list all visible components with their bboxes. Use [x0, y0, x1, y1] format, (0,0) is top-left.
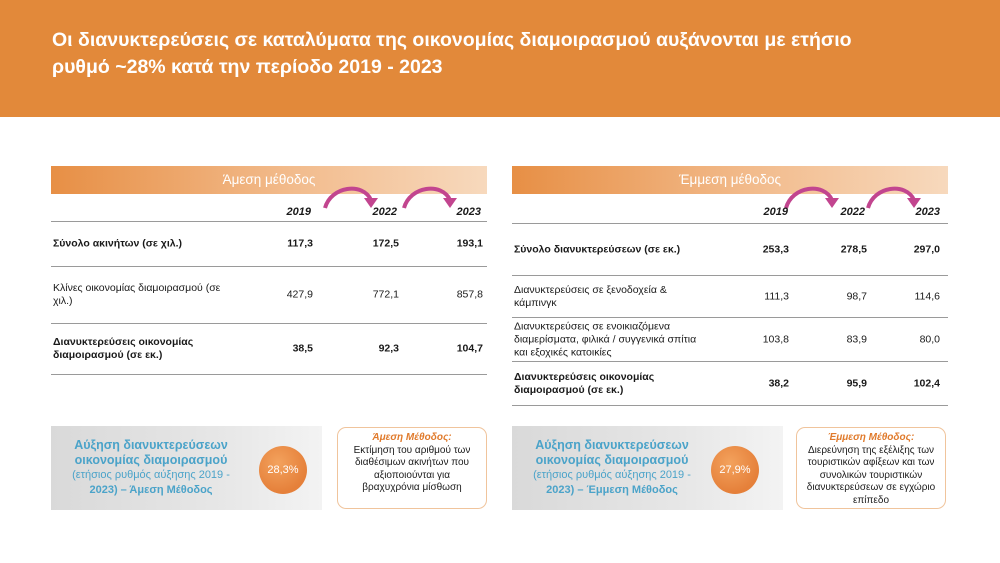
- indirect-method-title: Έμμεση μέθοδος: [678, 172, 782, 187]
- row-label: [514, 371, 654, 397]
- row-label-line: Διανυκτερεύσεις σε ενοικιαζόμενα: [514, 320, 671, 332]
- cell-value: 38,2: [768, 377, 789, 389]
- cell-value: 278,5: [840, 243, 867, 255]
- cell-value: 772,1: [372, 288, 399, 301]
- growth-line: 2023) – Άμεση Μέθοδος: [89, 484, 213, 496]
- note-title: Άμεση Μέθοδος:: [372, 432, 452, 443]
- note-line: διαθέσιμων ακινήτων που: [354, 457, 470, 468]
- row-label-line: και εξοχικές κατοικίες: [514, 346, 612, 358]
- indirect-method-note: [796, 427, 946, 509]
- direct-method-note: [337, 427, 487, 509]
- row-label: [53, 336, 193, 362]
- year-label: 2023: [915, 206, 940, 218]
- cell-value: 104,7: [456, 342, 483, 355]
- row-label-line: διαμοιρασμού (σε εκ.): [53, 349, 163, 361]
- direct-growth-box: [51, 426, 322, 510]
- row-label-line: χιλ.): [53, 295, 73, 307]
- cell-value: 111,3: [764, 290, 789, 302]
- cell-value: 102,4: [913, 377, 940, 389]
- year-header-row: [512, 194, 948, 224]
- cell-value: 253,3: [762, 243, 789, 255]
- note-line: αξιοποιούνται για: [373, 469, 451, 481]
- note-line: βραχυχρόνια μίσθωση: [362, 482, 462, 493]
- indirect-method-table: [512, 166, 948, 406]
- growth-description: [512, 438, 712, 498]
- direct-method-table: [51, 166, 487, 375]
- year-header-row: [51, 194, 487, 222]
- cell-value: 117,3: [287, 237, 313, 250]
- indirect-growth-box: [512, 426, 783, 510]
- cell-value: 172,5: [372, 237, 399, 250]
- growth-line: (ετήσιος ρυθμός αύξησης 2019 -: [533, 469, 691, 481]
- growth-rate-badge: 27,9%: [711, 446, 759, 494]
- cell-value: 114,6: [914, 290, 940, 302]
- table-row: [512, 276, 948, 318]
- note-line: διανυκτερεύσεων σε εγχώριο: [806, 482, 936, 493]
- growth-line: (ετήσιος ρυθμός αύξησης 2019 -: [72, 469, 230, 481]
- year-label: 2023: [456, 206, 481, 218]
- indirect-method-header: [512, 166, 948, 194]
- year-label: 2019: [763, 206, 788, 218]
- row-label-line: Διανυκτερεύσεις σε ξενοδοχεία &: [514, 283, 667, 296]
- table-row: [512, 362, 948, 406]
- row-label: Σύνολο ακινήτων (σε χιλ.): [53, 237, 183, 250]
- table-row: [512, 224, 948, 276]
- row-label: [514, 284, 667, 310]
- direct-method-title: Άμεση μέθοδος: [222, 172, 316, 187]
- growth-line: Αύξηση διανυκτερεύσεων: [74, 438, 228, 452]
- page-title: [52, 27, 952, 81]
- header-banner: [0, 0, 1000, 117]
- cell-value: 38,5: [292, 342, 313, 355]
- cell-value: 427,9: [286, 288, 313, 301]
- note-line: τουριστικών αφίξεων και των: [807, 457, 935, 468]
- row-label-line: Διανυκτερεύσεις οικονομίας: [53, 336, 194, 348]
- row-label-line: Διανυκτερεύσεις οικονομίας: [514, 370, 655, 383]
- table-row: [51, 324, 487, 375]
- cell-value: 95,9: [846, 377, 867, 389]
- note-line: Εκτίμηση του αριθμού των: [353, 444, 471, 456]
- cell-value: 83,9: [846, 333, 867, 345]
- growth-line: Αύξηση διανυκτερεύσεων: [535, 438, 689, 452]
- cell-value: 103,8: [762, 333, 789, 345]
- row-label-line: Κλίνες οικονομίας διαμοιρασμού (σε: [53, 282, 221, 294]
- cell-value: 857,8: [456, 288, 483, 301]
- table-row: [51, 267, 487, 324]
- note-line: επίπεδο: [852, 494, 890, 506]
- row-label-line: κάμπινγκ: [514, 296, 557, 309]
- year-label: 2022: [840, 206, 865, 218]
- growth-line: οικονομίας διαμοιρασμού: [74, 453, 228, 467]
- growth-rate-badge: 28,3%: [259, 446, 307, 494]
- page-title-line-1: Οι διανυκτερεύσεις σε καταλύματα της οικονομίας διαμοιρασμού αυξάνονται με ετήσιο: [52, 29, 852, 51]
- note-title: Έμμεση Μέθοδος:: [827, 432, 915, 443]
- growth-line: 2023) – Έμμεση Μέθοδος: [546, 484, 678, 496]
- cell-value: 92,3: [378, 342, 399, 355]
- note-line: συνολικών τουριστικών: [819, 469, 923, 481]
- table-row: [512, 318, 948, 362]
- cell-value: 193,1: [456, 237, 483, 250]
- page-title-line-2: ρυθμό ~28% κατά την περίοδο 2019 - 2023: [52, 56, 443, 78]
- row-label: Σύνολο διανυκτερεύσεων (σε εκ.): [514, 243, 681, 255]
- row-label-line: διαμοιρασμού (σε εκ.): [514, 383, 624, 396]
- growth-description: [51, 438, 251, 498]
- table-row: [51, 222, 487, 267]
- year-label: 2019: [286, 206, 311, 218]
- row-label: [514, 320, 696, 359]
- cell-value: 98,7: [846, 290, 867, 302]
- cell-value: 80,0: [919, 333, 940, 345]
- year-label: 2022: [372, 206, 397, 218]
- row-label: [53, 282, 220, 308]
- note-line: Διερεύνηση της εξέλιξης των: [807, 444, 935, 456]
- direct-method-header: [51, 166, 487, 194]
- cell-value: 297,0: [913, 243, 940, 255]
- row-label-line: διαμερίσματα, φιλικά / συγγενικά σπίτια: [514, 333, 697, 345]
- growth-line: οικονομίας διαμοιρασμού: [535, 453, 689, 467]
